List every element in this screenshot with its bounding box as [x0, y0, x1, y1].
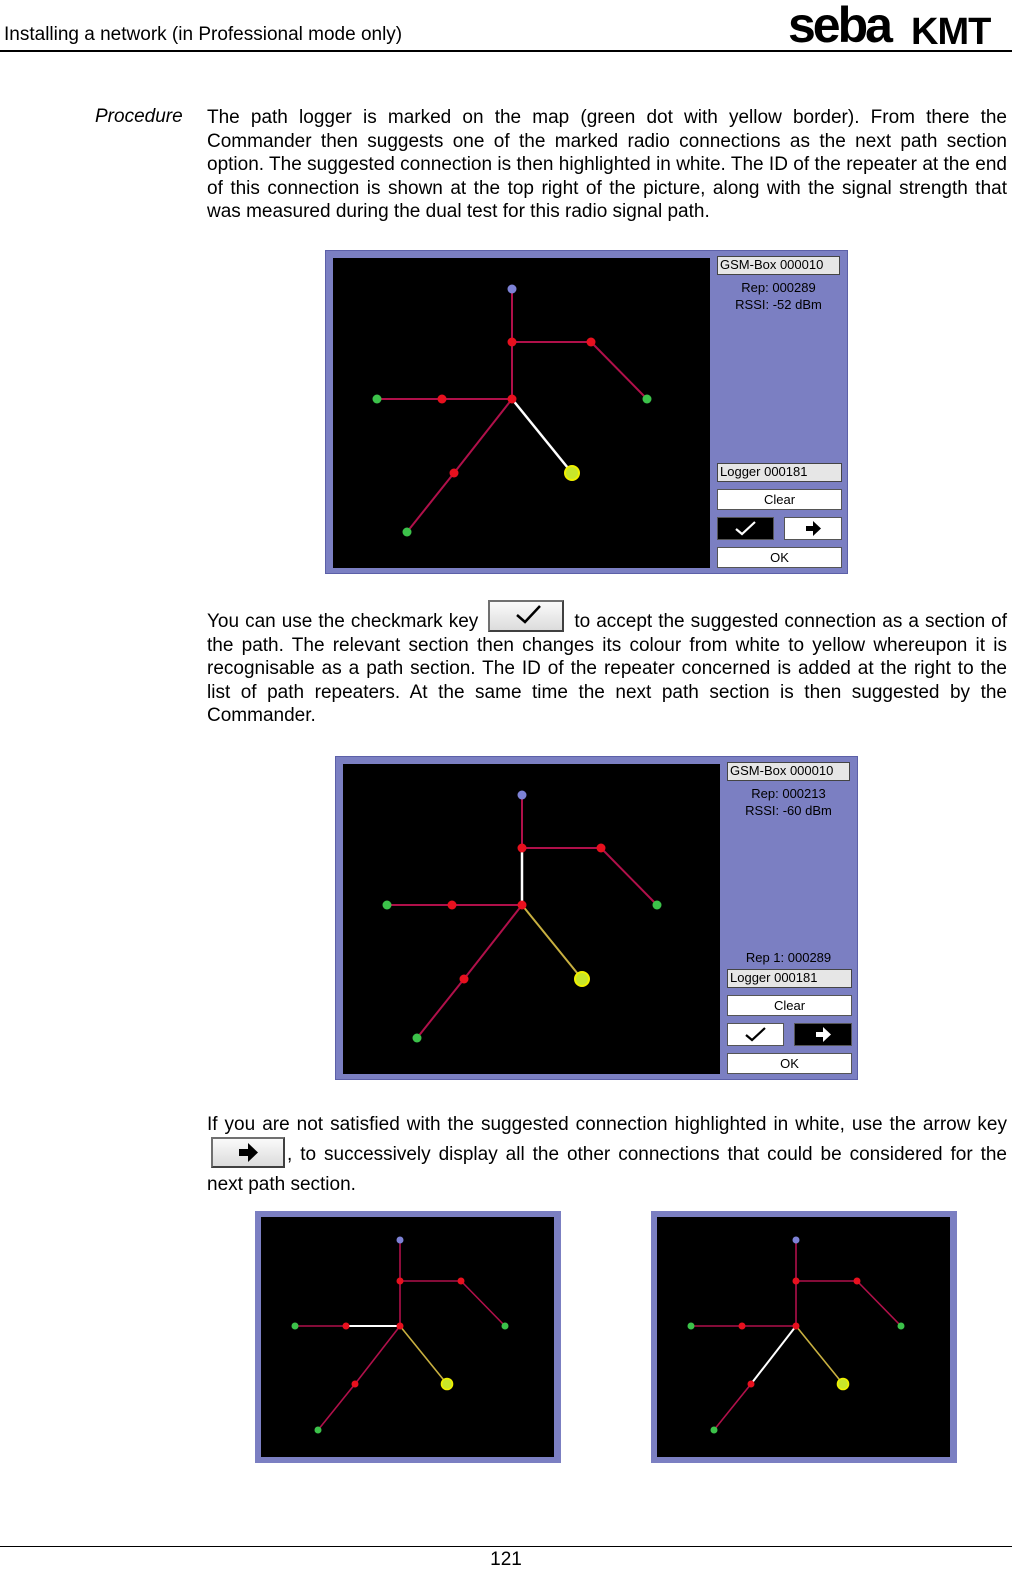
screenshot-3 [255, 1211, 561, 1463]
checkmark-icon [728, 1024, 783, 1045]
paragraph-intro: The path logger is marked on the map (green dot with yellow border). From there the Commander then suggests one of the marked radio connections as the next path section option. The suggested connection is then highlighted in white. The ID of the repeater at the end of this connection is shown at the top right of the picture, along with the signal strength that was measured during the dual test for this radio signal path. [207, 107, 1007, 222]
checkmark-button[interactable] [717, 517, 774, 540]
arrow-right-icon [213, 1139, 283, 1166]
network-map-3 [261, 1217, 554, 1457]
ok-button[interactable]: OK [717, 547, 842, 568]
procedure-label: Procedure [95, 106, 183, 127]
checkmark-icon [490, 602, 562, 630]
paragraph-arrow [207, 1110, 1007, 1200]
paragraph-arrow-text-b: , to successively display all the other connections that could be considered for the next path section. [207, 1144, 1007, 1195]
rssi-text: RSSI: -60 dBm [745, 803, 832, 818]
inline-checkmark-key [488, 600, 564, 632]
paragraph-checkmark [207, 610, 1007, 728]
screenshot-1 [325, 250, 848, 574]
ok-button[interactable]: OK [727, 1053, 852, 1074]
clear-button[interactable]: Clear [717, 489, 842, 510]
rssi-text: RSSI: -52 dBm [735, 297, 822, 312]
clear-button[interactable]: Clear [727, 995, 852, 1016]
repeater-id-text: Rep: 000213 [751, 786, 826, 801]
network-map-4 [657, 1217, 950, 1457]
svg-text:KMT: KMT [911, 11, 991, 48]
footer-rule [0, 1546, 1012, 1547]
gsm-box-field: GSM-Box 000010 [717, 256, 840, 275]
screenshot-4 [651, 1211, 957, 1463]
logger-field: Logger 000181 [727, 969, 852, 988]
inline-arrow-key [211, 1137, 285, 1168]
sebakmt-logo [788, 2, 1010, 48]
page-number: 121 [490, 1549, 522, 1570]
checkmark-button[interactable] [727, 1023, 784, 1046]
paragraph-checkmark-text-a: You can use the checkmark key [207, 611, 479, 632]
paragraph-checkmark-text-b: to accept the suggested connection as a section of the path. The relevant section then changes its colour from white to yellow whereupon it is recognisable as a path section. The ID of the repeater concerned is added at the right to the list of path repeaters. At the same time the next path section is then suggested by the Commander. [207, 611, 1008, 726]
paragraph-arrow-text-a: If you are not satisfied with the suggested connection highlighted in white, use the arrow key [207, 1114, 1007, 1135]
network-map-2 [343, 764, 720, 1074]
svg-text:seba: seba [788, 2, 890, 48]
gsm-box-field: GSM-Box 000010 [727, 762, 850, 781]
header-rule [0, 50, 1012, 52]
arrow-button[interactable] [784, 517, 842, 540]
repeater-id-text: Rep: 000289 [741, 280, 816, 295]
arrow-button[interactable] [794, 1023, 852, 1046]
path-repeater-list-item: Rep 1: 000289 [745, 950, 832, 965]
screenshot-2 [335, 756, 858, 1080]
header-title: Installing a network (in Professional mode only) [4, 24, 403, 45]
arrow-right-icon [785, 518, 841, 539]
checkmark-icon [718, 518, 773, 539]
network-map-1 [333, 258, 710, 568]
logger-field: Logger 000181 [717, 463, 842, 482]
arrow-right-icon [795, 1024, 851, 1045]
